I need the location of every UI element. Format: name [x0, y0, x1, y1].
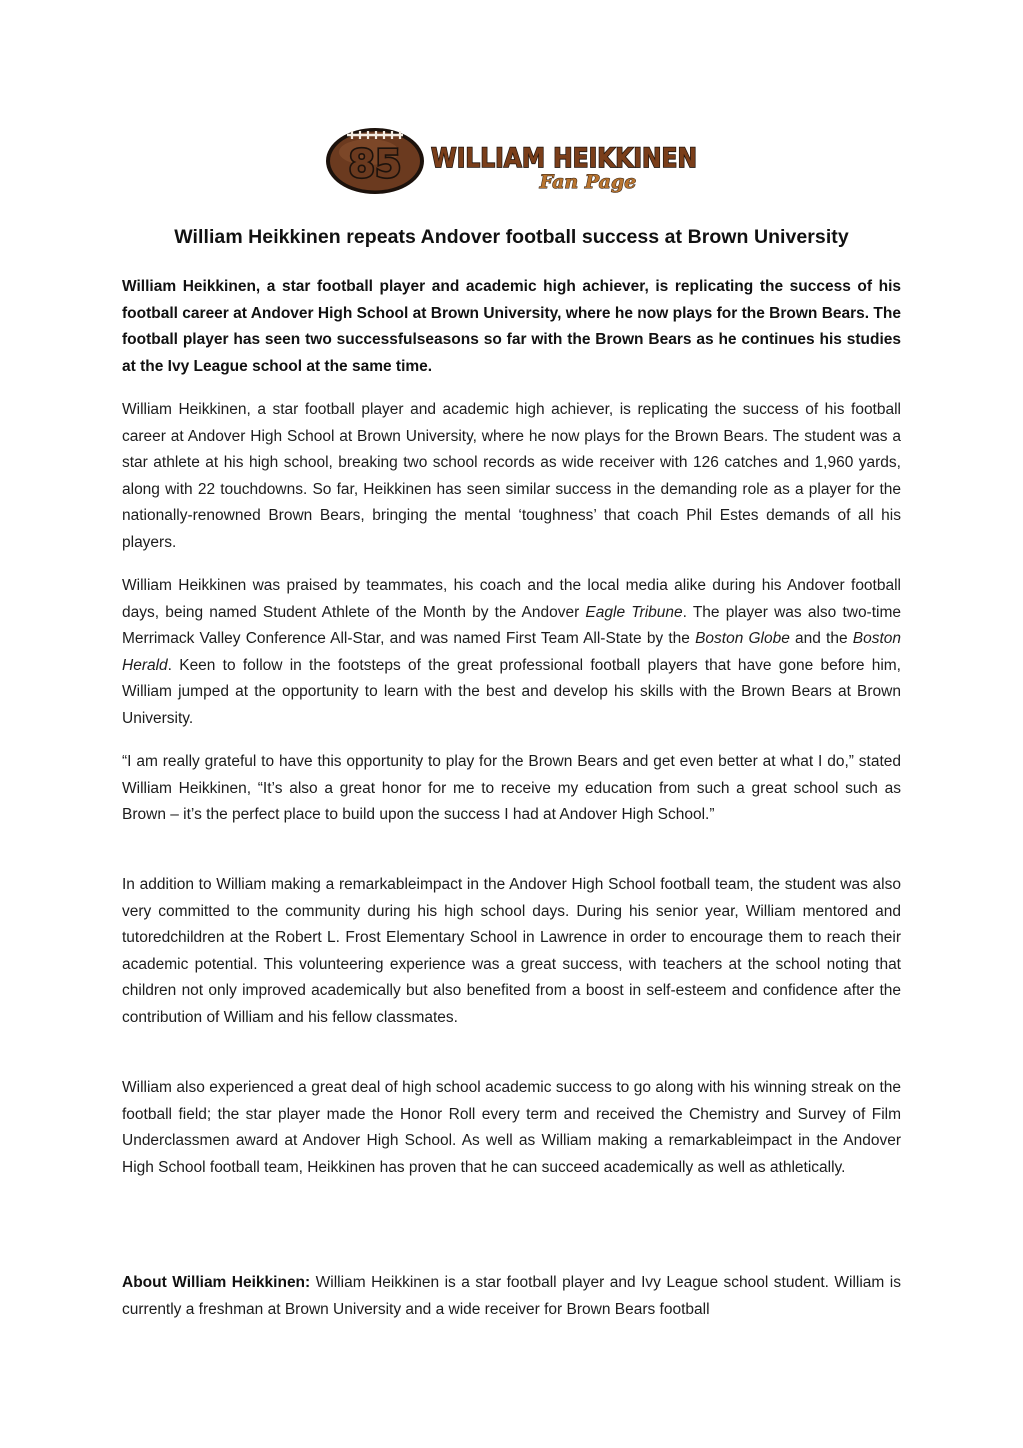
jersey-number: 85	[348, 142, 402, 186]
paragraph-academics: William also experienced a great deal of high school academic success to go along with his winning streak on the football field; the star player made the Honor Roll every term and received the Chemistry and Survey of Film Underclassmen award at Andover High School. As well as William making a remarkableimpact in the Andover High School football team, Heikkinen has proven that he can succeed academically as well as athletically.	[122, 1079, 901, 1176]
about-section	[122, 1270, 901, 1323]
article-headline: William Heikkinen repeats Andover football success at Brown University	[174, 226, 849, 248]
publication-boston-globe: Boston Globe	[695, 630, 790, 648]
about-label: About William Heikkinen:	[122, 1274, 311, 1291]
paragraph-honors	[122, 573, 901, 733]
publication-boston-herald: Boston Herald	[122, 630, 901, 674]
paragraph-honors-text: . The player was also two-time Merrimack Valley Conference All-Star, and was named First Team All-State by the	[122, 603, 902, 648]
paragraph-career: William Heikkinen, a star football player and academic high achiever, is replicating the success of his football career at Andover High School at Brown University, where he now plays for the Brown Bears. The student was a star athlete at his high school, breaking two school records as wide receiver with 126 catches and 1,960 yards, along with 22 touchdowns. So far, Heikkinen has seen similar success in the demanding role as a player for the nationally-renowned Brown Bears, bringing the mental ‘toughness’ that coach Phil Estes demands of all his players.	[122, 401, 901, 551]
football-laces	[352, 131, 400, 139]
publication-eagle-tribune: Eagle Tribune	[585, 603, 683, 621]
logo-player-name: WILLIAM HEIKKINEN	[431, 143, 697, 174]
paragraph-honors-text: William Heikkinen was praised by teammates, his coach and the local media alike during his Andover football days, being named Student Athlete of the Month by the Andover	[122, 577, 901, 621]
paragraph-honors-text: and the	[789, 630, 853, 648]
paragraph-honors-text: . Keen to follow in the footsteps of the great professional football players that have gone before him, William jumped at the opportunity to learn with the best and develop his skills with the Brown Bears at Brown University.	[122, 656, 901, 727]
fan-page-logo	[325, 124, 701, 198]
logo-subtitle: Fan Page	[539, 171, 637, 193]
paragraph-quote: “I am really grateful to have this opportunity to play for the Brown Bears and get even better at what I do,” stated William Heikkinen, “It’s also a great honor for me to receive my education from such a great school such as Brown – it’s the perfect place to build upon the success I had at Andover High School.”	[122, 753, 901, 824]
football-logo-graphic	[325, 124, 701, 198]
about-text: William Heikkinen is a star football player and Ivy League school student. William is currently a freshman at Brown University and a wide receiver for Brown Bears football	[122, 1274, 901, 1318]
lead-paragraph: William Heikkinen, a star football player and academic high achiever, is replicating the success of his football career at Andover High School at Brown University, where he now plays for the Brown Bears. The football player has seen two successfulseasons so far with the Brown Bears as he continues his studies at the Ivy League school at the same time.	[122, 278, 901, 375]
paragraph-community: In addition to William making a remarkableimpact in the Andover High School football team, the student was also very committed to the community during his high school days. During his senior year, William mentored and tutoredchildren at the Robert L. Frost Elementary School in Lawrence in order to encourage them to reach their academic potential. This volunteering experience was a great success, with teachers at the school noting that children not only improved academically but also benefited from a boost in self-esteem and confidence after the contribution of William and his fellow classmates.	[122, 876, 901, 1026]
